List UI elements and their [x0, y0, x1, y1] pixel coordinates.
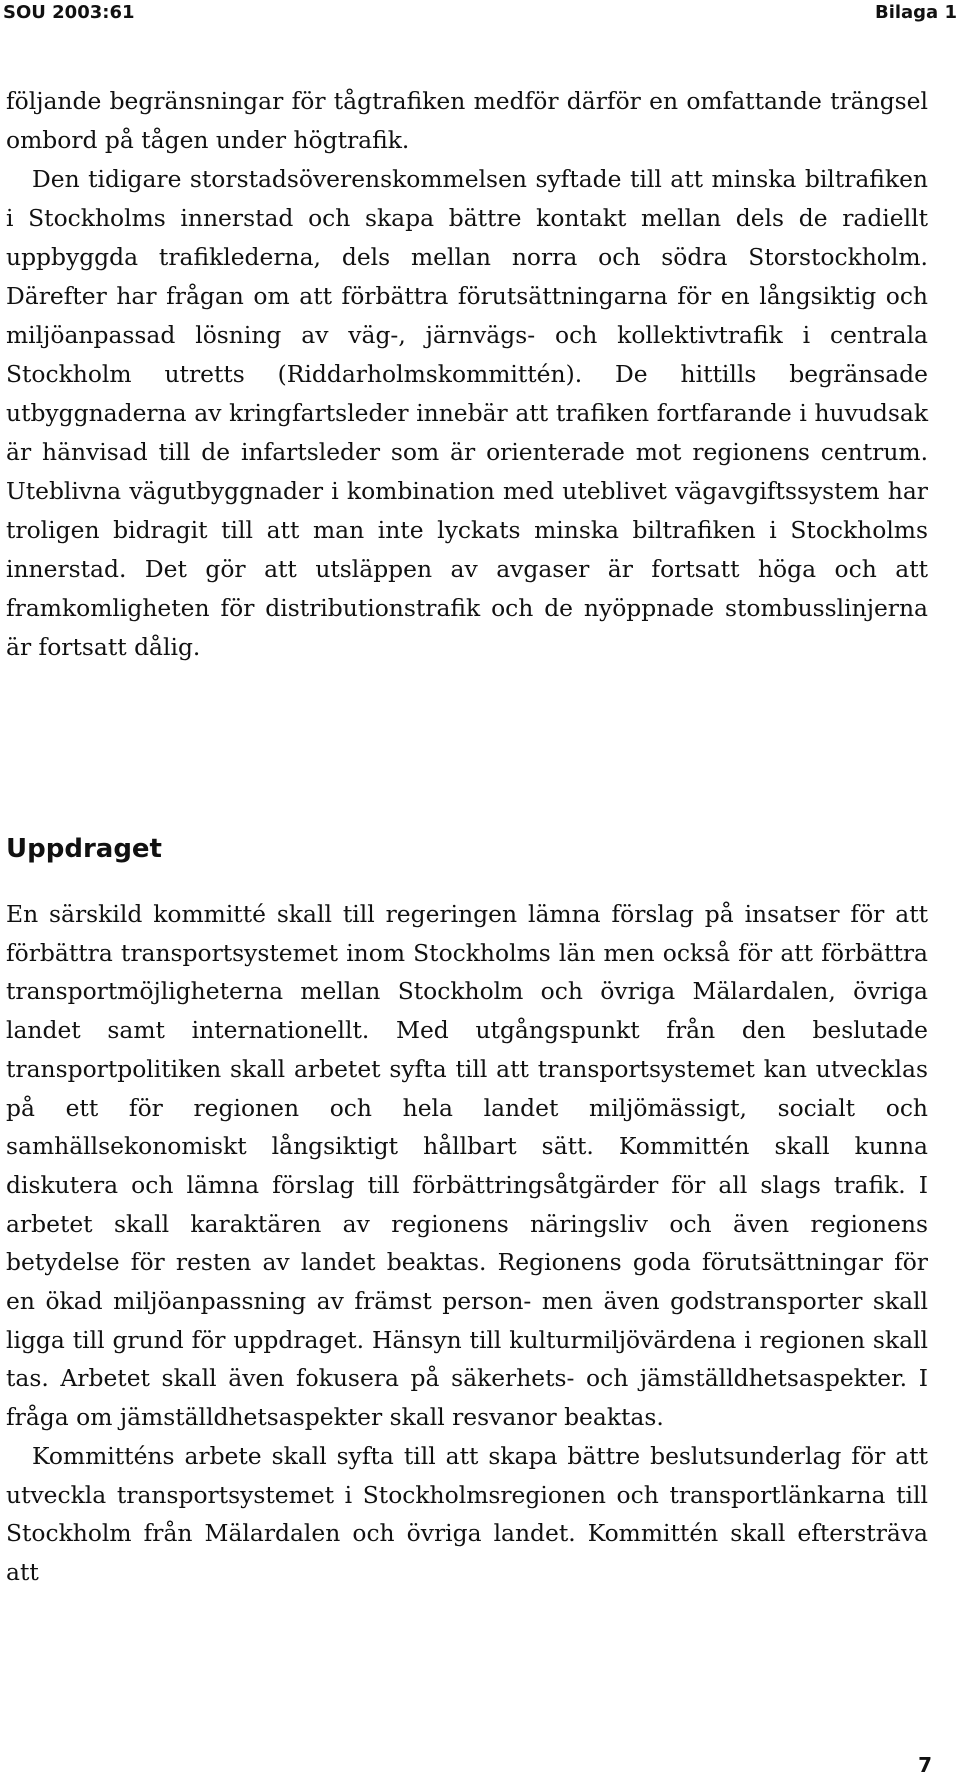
paragraph-continued: följande begränsningar för tågtrafiken medför därför en omfattande trängsel ombord på tågen under högtrafik. [6, 87, 928, 154]
page-number: 7 [918, 1753, 932, 1777]
appendix-label: Bilaga 1 [874, 2, 957, 23]
continuation-text [6, 82, 928, 667]
paragraph-assignment: En särskild kommitté skall till regeringen lämna förslag på insatser för att förbättra transportsystemet inom Stockholms län men också för att förbättra transportmöjligheterna mellan Stockholm och övriga Mälardalen, övriga landet samt internationellt. Med utgångspunkt från den beslutade transportpolitiken skall arbetet syfta till att transportsystemet kan utvecklas på ett för regionen och hela landet miljömässigt, socialt och samhällsekonomiskt långsiktigt hållbart sätt. Kommittén skall kunna diskutera och lämna förslag till förbättringsåtgärder för all slags trafik. I arbetet skall karaktären av regionens näringsliv och även regionens betydelse för resten av landet beaktas. Regionens goda förutsättningar för en ökad miljöanpassning av främst person- men även godstransporter skall ligga till grund för uppdraget. Hänsyn till kulturmiljövärdena i regionen skall tas. Arbetet skall även fokusera på säkerhets- och jämställdhetsaspekter. I fråga om jämställdhetsaspekter skall resvanor beaktas. [6, 900, 928, 1432]
section-body [6, 895, 928, 1592]
section-heading: Uppdraget [6, 834, 162, 864]
running-header [0, 0, 960, 26]
document-reference: SOU 2003:61 [3, 2, 135, 23]
paragraph-storstad: Den tidigare storstadsöverenskommelsen syftade till att minska biltrafiken i Stockholms innerstad och skapa bättre kontakt mellan dels de radiellt uppbyggda trafiklederna, dels mellan norra och södra Storstockholm. Därefter har frågan om att förbättra förutsättningarna för en långsiktig och miljöanpassad lösning av väg-, järnvägs- och kollektivtrafik i centrala Stockholm utretts (Riddarholmskommittén). De hittills begränsade utbyggnaderna av kringfartsleder innebär att trafiken fortfarande i huvudsak är hänvisad till de infartsleder som är orienterade mot regionens centrum. Uteblivna vägutbyggnader i kombination med uteblivet vägavgiftssystem har troligen bidragit till att man inte lyckats minska biltrafiken i Stockholms innerstad. Det gör att utsläppen av avgaser är fortsatt höga och att framkomligheten för distributionstrafik och de nyöppnade stombusslinjerna är fortsatt dålig. [6, 165, 928, 661]
paragraph-committee-work: Kommitténs arbete skall syfta till att skapa bättre beslutsunderlag för att utveckla transportsystemet i Stockholmsregionen och transportlänkarna till Stockholm från Mälardalen och övriga landet. Kommittén skall eftersträva att [6, 1441, 928, 1586]
